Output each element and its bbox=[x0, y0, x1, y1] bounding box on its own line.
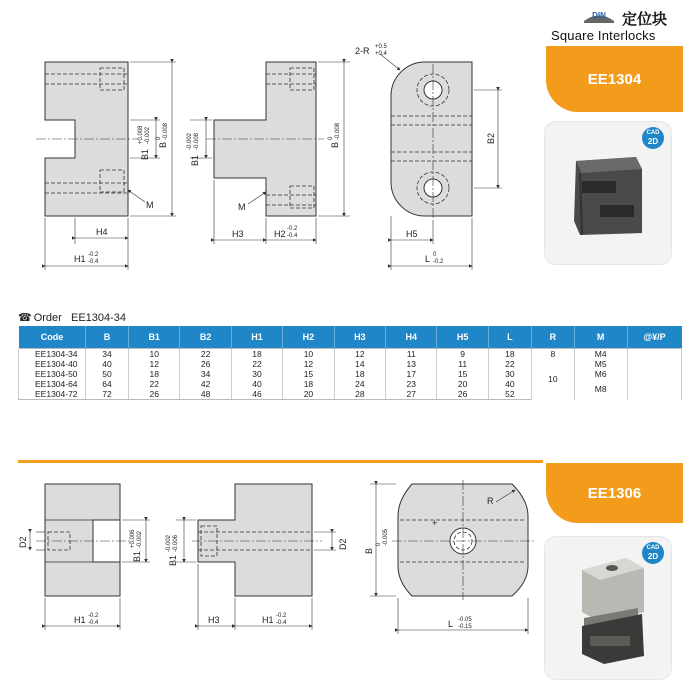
dim-b1-up: +0.008 bbox=[138, 125, 144, 144]
table-cell: 48 bbox=[180, 389, 231, 400]
table-cell: 12 bbox=[129, 359, 180, 369]
table-cell: 14 bbox=[334, 359, 385, 369]
table-cell: 12 bbox=[334, 349, 385, 360]
ee1306-drawing bbox=[0, 470, 545, 670]
product-photo-ee1306 bbox=[544, 536, 672, 680]
dim-h3-2: H3 bbox=[208, 615, 220, 625]
table-cell: 34 bbox=[86, 349, 129, 360]
table-cell: M5 bbox=[574, 359, 627, 369]
order-code: EE1304-34 bbox=[71, 312, 127, 324]
badge-bottom-text: 2D bbox=[647, 137, 659, 146]
dim-h1-2-up: -0.2 bbox=[88, 613, 99, 619]
cell-m-merged: M8 bbox=[574, 379, 627, 400]
view-top-square bbox=[364, 480, 534, 634]
badge-top-text: CAD bbox=[646, 545, 660, 551]
order-line bbox=[18, 311, 126, 324]
badge-top-text: CAD bbox=[646, 130, 660, 136]
table-cell: 18 bbox=[231, 349, 282, 360]
cell-code: EE1304-50 bbox=[19, 369, 86, 379]
dim-d2: D2 bbox=[18, 536, 28, 548]
table-cell: 20 bbox=[437, 379, 488, 389]
dim-l: L bbox=[425, 254, 431, 264]
table-cell: 72 bbox=[86, 389, 129, 400]
table-cell: 15 bbox=[283, 369, 334, 379]
dim-b1-3: B1 bbox=[168, 554, 178, 566]
dim-h1-3-dn: -0.4 bbox=[276, 620, 287, 626]
dim-h1-3: H1 bbox=[262, 615, 274, 625]
price-cell bbox=[627, 369, 682, 379]
dim-r: 2-R bbox=[355, 46, 370, 56]
dim-h4: H4 bbox=[96, 227, 108, 237]
table-cell: 10 bbox=[129, 349, 180, 360]
table-cell: 22 bbox=[129, 379, 180, 389]
dim-h2-dn: -0.4 bbox=[287, 233, 298, 239]
table-cell: 11 bbox=[386, 349, 437, 360]
table-cell: 22 bbox=[488, 359, 531, 369]
cell-code: EE1304-40 bbox=[19, 359, 86, 369]
table-cell: 15 bbox=[437, 369, 488, 379]
col-b1: B1 bbox=[129, 326, 180, 349]
cell-r-merged: 10 bbox=[531, 359, 574, 400]
dim-b-2-dn: -0.005 bbox=[383, 528, 389, 546]
table-cell: 12 bbox=[283, 359, 334, 369]
col-h1: H1 bbox=[231, 326, 282, 349]
dim-b1b-up: -0.002 bbox=[187, 132, 193, 150]
dim-h2-up: -0.2 bbox=[287, 226, 298, 232]
view-top-rounded bbox=[355, 44, 502, 270]
table-cell: 13 bbox=[386, 359, 437, 369]
spec-table-header bbox=[19, 326, 682, 349]
dim-b: B bbox=[158, 141, 168, 148]
col-code: Code bbox=[19, 326, 86, 349]
dim-b1-3-up: -0.002 bbox=[166, 534, 172, 552]
cell-code: EE1304-34 bbox=[19, 349, 86, 360]
table-cell: 18 bbox=[129, 369, 180, 379]
dim-l-up: 0 bbox=[433, 252, 437, 258]
table-cell: 22 bbox=[180, 349, 231, 360]
table-cell: 42 bbox=[180, 379, 231, 389]
table-cell: 18 bbox=[334, 369, 385, 379]
dim-b-b-up: 0 bbox=[328, 136, 334, 140]
col-h3: H3 bbox=[334, 326, 385, 349]
dim-m-b: M bbox=[238, 202, 246, 212]
table-cell: 40 bbox=[86, 359, 129, 369]
cell-code: EE1304-64 bbox=[19, 379, 86, 389]
dim-b1-2-up: +0.006 bbox=[130, 529, 136, 548]
col-r: R bbox=[531, 326, 574, 349]
table-cell: 64 bbox=[86, 379, 129, 389]
table-cell: 18 bbox=[488, 349, 531, 360]
dim-b1-dn: -0.002 bbox=[145, 126, 151, 144]
section-divider bbox=[18, 460, 543, 463]
order-label: Order bbox=[33, 312, 62, 324]
col-h4: H4 bbox=[386, 326, 437, 349]
table-cell: 40 bbox=[488, 379, 531, 389]
price-cell bbox=[627, 349, 682, 360]
dim-m: M bbox=[146, 200, 154, 210]
product-photo-ee1304 bbox=[544, 121, 672, 265]
view-front-stepped bbox=[18, 484, 150, 630]
table-cell: 8 bbox=[531, 349, 574, 360]
dim-h5: H5 bbox=[406, 229, 418, 239]
spec-table bbox=[18, 326, 682, 400]
cell-code: EE1304-72 bbox=[19, 389, 86, 400]
page-title-cn: 定位块 bbox=[622, 11, 668, 28]
table-row bbox=[19, 359, 682, 369]
dim-h1: H1 bbox=[74, 254, 86, 264]
view-front-c bbox=[36, 62, 176, 270]
col-m: M bbox=[574, 326, 627, 349]
dim-b-b: B bbox=[330, 141, 340, 148]
table-cell: 24 bbox=[334, 379, 385, 389]
dim-h1-dn: -0.4 bbox=[88, 259, 99, 265]
col-b: B bbox=[86, 326, 129, 349]
table-cell: 17 bbox=[386, 369, 437, 379]
phone-icon: ☎ bbox=[18, 312, 32, 324]
col-h2: H2 bbox=[283, 326, 334, 349]
table-cell: 30 bbox=[488, 369, 531, 379]
product-tag-ee1304: EE1304 bbox=[546, 46, 683, 112]
dim-b1: B1 bbox=[140, 148, 150, 160]
dim-h1-up: -0.2 bbox=[88, 252, 99, 258]
dim-b1-b: B1 bbox=[190, 154, 200, 166]
col-h5: H5 bbox=[437, 326, 488, 349]
table-cell: 30 bbox=[231, 369, 282, 379]
table-cell: M6 bbox=[574, 369, 627, 379]
table-cell: 50 bbox=[86, 369, 129, 379]
table-row bbox=[19, 379, 682, 389]
dim-r-2: R bbox=[487, 496, 494, 506]
dim-b1-2-dn: -0.002 bbox=[137, 530, 143, 548]
col-l: L bbox=[488, 326, 531, 349]
table-row bbox=[19, 349, 682, 360]
table-cell: 20 bbox=[283, 389, 334, 400]
table-cell: 27 bbox=[386, 389, 437, 400]
view-side-t bbox=[187, 62, 350, 244]
table-cell: M4 bbox=[574, 349, 627, 360]
table-cell: 9 bbox=[437, 349, 488, 360]
dim-b1b-dn: -0.008 bbox=[194, 132, 200, 150]
dim-b-up: 0 bbox=[156, 136, 162, 140]
table-cell: 40 bbox=[231, 379, 282, 389]
dim-l-2: L bbox=[448, 619, 454, 629]
plus-mark: + bbox=[432, 518, 438, 528]
table-cell: 11 bbox=[437, 359, 488, 369]
dim-b-2-up: 0 bbox=[376, 542, 382, 546]
table-cell: 28 bbox=[334, 389, 385, 400]
dim-r-up: +0.5 bbox=[375, 44, 387, 50]
table-cell: 22 bbox=[231, 359, 282, 369]
ee1304-drawing bbox=[0, 40, 545, 280]
cad-2d-badge[interactable] bbox=[642, 542, 664, 564]
dim-l-dn: -0.2 bbox=[433, 259, 444, 265]
table-cell: 26 bbox=[437, 389, 488, 400]
dim-b-2: B bbox=[364, 547, 374, 554]
col-b2: B2 bbox=[180, 326, 231, 349]
table-cell: 52 bbox=[488, 389, 531, 400]
dim-b1-3-dn: -0.006 bbox=[173, 534, 179, 552]
dim-l-2-dn: -0.15 bbox=[458, 624, 472, 630]
badge-bottom-text: 2D bbox=[647, 552, 659, 561]
product-tag-ee1306: EE1306 bbox=[546, 463, 683, 523]
price-cell bbox=[627, 379, 682, 400]
col-price: @¥/P bbox=[627, 326, 682, 349]
table-cell: 46 bbox=[231, 389, 282, 400]
din-logo bbox=[582, 8, 616, 24]
table-cell: 18 bbox=[283, 379, 334, 389]
brand-text: DIN bbox=[592, 11, 606, 20]
table-cell: 26 bbox=[180, 359, 231, 369]
price-cell bbox=[627, 359, 682, 369]
table-cell: 23 bbox=[386, 379, 437, 389]
table-cell: 34 bbox=[180, 369, 231, 379]
view-side-cross bbox=[166, 484, 348, 630]
page-title-en: Square Interlocks bbox=[551, 28, 656, 43]
dim-h2: H2 bbox=[274, 229, 286, 239]
table-cell: 10 bbox=[283, 349, 334, 360]
dim-r-dn: +0.4 bbox=[375, 51, 387, 57]
cad-2d-badge[interactable] bbox=[642, 127, 664, 149]
dim-h1-3-up: -0.2 bbox=[276, 613, 287, 619]
dim-h3: H3 bbox=[232, 229, 244, 239]
dim-b2: B2 bbox=[486, 132, 496, 144]
dim-b1-2: B1 bbox=[132, 550, 142, 562]
table-cell: 26 bbox=[129, 389, 180, 400]
dim-h1-2: H1 bbox=[74, 615, 86, 625]
dim-b-dn: -0.008 bbox=[163, 122, 169, 140]
dim-d2-2: D2 bbox=[338, 538, 348, 550]
table-row bbox=[19, 369, 682, 379]
dim-h1-2-dn: -0.4 bbox=[88, 620, 99, 626]
dim-b-b-dn: -0.008 bbox=[335, 122, 341, 140]
dim-l-2-up: -0.05 bbox=[458, 617, 472, 623]
